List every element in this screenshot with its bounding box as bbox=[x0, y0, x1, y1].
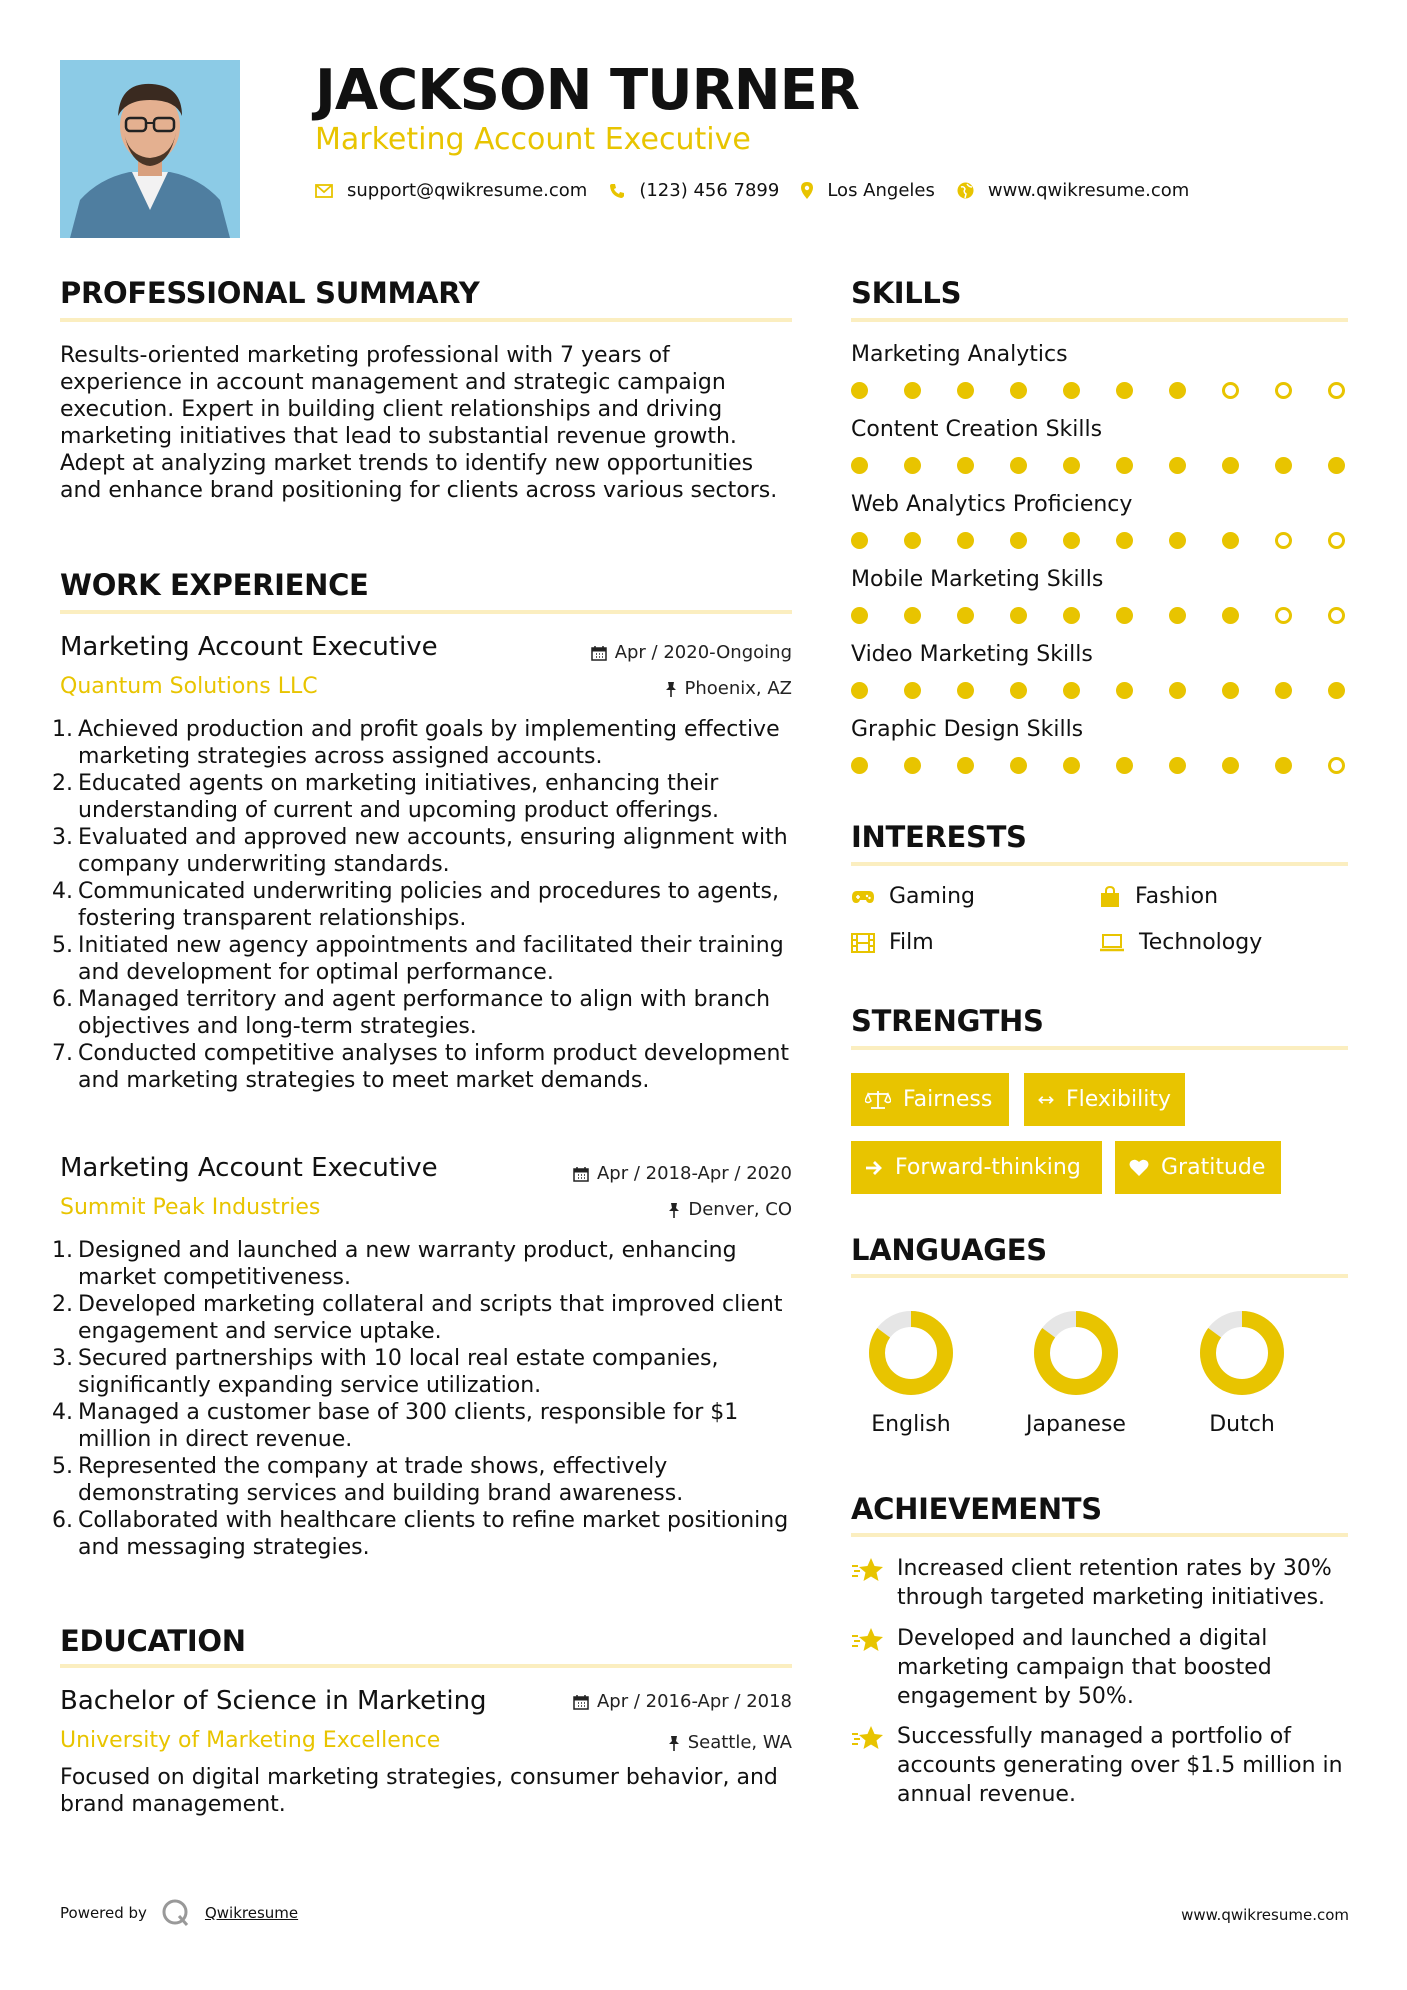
qwikresume-link[interactable]: Qwikresume bbox=[204, 1904, 299, 1922]
rating-dot-filled bbox=[1328, 457, 1345, 474]
rating-dot-filled bbox=[1116, 382, 1133, 399]
rating-dot-filled bbox=[904, 682, 921, 699]
rating-dot-filled bbox=[1169, 382, 1186, 399]
email-text: support@qwikresume.com bbox=[347, 180, 588, 201]
bullet-number: 1. bbox=[52, 1238, 73, 1263]
achievement-text: Developed and launched a digital marketing campaign that boosted engagement by 50%. bbox=[897, 1626, 1272, 1709]
pushpin-icon bbox=[668, 1735, 680, 1751]
map-marker-icon bbox=[801, 182, 813, 199]
contact-phone[interactable] bbox=[609, 180, 779, 201]
bullet-text: Secured partnerships with 10 local real estate companies, significantly expanding service utilization. bbox=[78, 1346, 719, 1398]
qwikresume-logo-icon bbox=[161, 1898, 191, 1928]
job-2-title: Marketing Account Executive bbox=[60, 1153, 438, 1183]
education-dates bbox=[573, 1691, 792, 1712]
rating-dot-filled bbox=[1010, 382, 1027, 399]
interest-label: Technology bbox=[1139, 930, 1263, 955]
list-item bbox=[52, 986, 792, 1040]
education-divider bbox=[60, 1664, 792, 1668]
footer-website[interactable]: www.qwikresume.com bbox=[1181, 1906, 1349, 1924]
rating-dot-filled bbox=[1063, 757, 1080, 774]
interest-film bbox=[851, 930, 934, 955]
language-japanese bbox=[1006, 1308, 1146, 1437]
list-item bbox=[52, 824, 792, 878]
experience-heading: WORK EXPERIENCE bbox=[60, 568, 369, 602]
rating-dot-filled bbox=[957, 382, 974, 399]
candidate-name: JACKSON TURNER bbox=[315, 58, 860, 123]
phone-icon bbox=[609, 183, 625, 199]
bullet-text: Managed a customer base of 300 clients, responsible for $1 million in direct revenue. bbox=[78, 1400, 739, 1452]
achievement-3 bbox=[851, 1722, 1351, 1809]
rating-dot-filled bbox=[1169, 607, 1186, 624]
rating-dot-filled bbox=[957, 682, 974, 699]
job-2-bullets bbox=[52, 1237, 792, 1561]
laptop-icon bbox=[1099, 934, 1125, 952]
languages-heading: LANGUAGES bbox=[851, 1233, 1047, 1267]
job-1-bullets bbox=[52, 716, 792, 1094]
bullet-number: 3. bbox=[52, 1346, 73, 1371]
rating-dot-empty bbox=[1275, 607, 1292, 624]
rating-dot-empty bbox=[1328, 757, 1345, 774]
education-school: University of Marketing Excellence bbox=[60, 1728, 441, 1753]
bullet-number: 4. bbox=[52, 879, 73, 904]
rating-dot-filled bbox=[957, 757, 974, 774]
star-icon bbox=[851, 1724, 885, 1752]
skill-1-rating bbox=[851, 382, 1381, 399]
contact-website[interactable] bbox=[957, 180, 1189, 201]
rating-dot-filled bbox=[904, 532, 921, 549]
rating-dot-filled bbox=[1063, 532, 1080, 549]
rating-dot-filled bbox=[851, 457, 868, 474]
rating-dot-filled bbox=[904, 382, 921, 399]
strength-tag-fairness bbox=[851, 1073, 1009, 1126]
bullet-text: Achieved production and profit goals by implementing effective marketing strategies across assigned accounts. bbox=[78, 717, 780, 769]
interest-label: Film bbox=[889, 930, 934, 955]
strength-label: Gratitude bbox=[1161, 1155, 1266, 1180]
rating-dot-filled bbox=[1010, 757, 1027, 774]
bullet-text: Developed marketing collateral and scripts that improved client engagement and service uptake. bbox=[78, 1292, 783, 1344]
skill-2-rating bbox=[851, 457, 1381, 474]
list-item bbox=[52, 1237, 792, 1291]
job-1-dates-text: Apr / 2020-Ongoing bbox=[614, 642, 792, 663]
achievement-text: Successfully managed a portfolio of accounts generating over $1.5 million in annual revenue. bbox=[897, 1724, 1343, 1807]
rating-dot-filled bbox=[1275, 682, 1292, 699]
job-1-dates bbox=[591, 642, 792, 663]
job-2-dates-text: Apr / 2018-Apr / 2020 bbox=[596, 1163, 792, 1184]
rating-dot-filled bbox=[1169, 457, 1186, 474]
skill-3-rating bbox=[851, 532, 1381, 549]
rating-dot-filled bbox=[1275, 457, 1292, 474]
skill-2-name: Content Creation Skills bbox=[851, 417, 1103, 442]
rating-dot-filled bbox=[1222, 607, 1239, 624]
bullet-text: Designed and launched a new warranty product, enhancing market competitiveness. bbox=[78, 1238, 737, 1290]
candidate-title: Marketing Account Executive bbox=[315, 122, 751, 157]
skill-5-rating bbox=[851, 682, 1381, 699]
interests-heading: INTERESTS bbox=[851, 820, 1027, 854]
education-heading: EDUCATION bbox=[60, 1624, 246, 1658]
skill-6-name: Graphic Design Skills bbox=[851, 717, 1084, 742]
rating-dot-filled bbox=[904, 757, 921, 774]
arrow-right-icon bbox=[865, 1160, 883, 1176]
education-description: Focused on digital marketing strategies, consumer behavior, and brand management. bbox=[60, 1765, 778, 1817]
rating-dot-empty bbox=[1275, 532, 1292, 549]
rating-dot-filled bbox=[1116, 532, 1133, 549]
powered-by-label: Powered by bbox=[60, 1904, 147, 1922]
rating-dot-filled bbox=[1010, 457, 1027, 474]
bullet-text: Managed territory and agent performance to align with branch objectives and long-term strategies. bbox=[78, 987, 771, 1039]
list-item bbox=[52, 932, 792, 986]
bullet-number: 7. bbox=[52, 1041, 73, 1066]
bullet-text: Collaborated with healthcare clients to refine market positioning and messaging strategies. bbox=[78, 1508, 789, 1560]
skill-6-rating bbox=[851, 757, 1381, 774]
rating-dot-filled bbox=[1116, 757, 1133, 774]
experience-divider bbox=[60, 610, 792, 614]
interest-label: Gaming bbox=[889, 884, 975, 909]
rating-dot-filled bbox=[957, 457, 974, 474]
language-label: Dutch bbox=[1209, 1412, 1275, 1437]
heart-icon bbox=[1129, 1159, 1149, 1177]
balance-scale-icon bbox=[865, 1090, 891, 1110]
strength-tag-flexibility bbox=[1024, 1073, 1185, 1126]
rating-dot-filled bbox=[957, 607, 974, 624]
job-1-location bbox=[665, 678, 793, 699]
rating-dot-filled bbox=[851, 607, 868, 624]
education-dates-text: Apr / 2016-Apr / 2018 bbox=[596, 1691, 792, 1712]
bullet-number: 2. bbox=[52, 771, 73, 796]
skill-1-name: Marketing Analytics bbox=[851, 342, 1068, 367]
calendar-icon bbox=[573, 1694, 589, 1710]
interest-label: Fashion bbox=[1135, 884, 1219, 909]
achievement-text: Increased client retention rates by 30% through targeted marketing initiatives. bbox=[897, 1556, 1332, 1610]
film-icon bbox=[851, 933, 875, 953]
rating-dot-filled bbox=[851, 382, 868, 399]
strength-label: Flexibility bbox=[1066, 1087, 1171, 1112]
strength-tag-gratitude bbox=[1115, 1141, 1281, 1194]
profile-photo bbox=[60, 60, 240, 238]
education-location-text: Seattle, WA bbox=[687, 1732, 792, 1753]
rating-dot-filled bbox=[1222, 757, 1239, 774]
rating-dot-empty bbox=[1222, 382, 1239, 399]
shopping-bag-icon bbox=[1099, 886, 1121, 908]
rating-dot-filled bbox=[1116, 682, 1133, 699]
rating-dot-filled bbox=[1010, 607, 1027, 624]
rating-dot-filled bbox=[1222, 457, 1239, 474]
achievements-divider bbox=[851, 1533, 1348, 1537]
strength-label: Fairness bbox=[903, 1087, 993, 1112]
rating-dot-filled bbox=[1063, 682, 1080, 699]
languages-divider bbox=[851, 1274, 1348, 1278]
education-location bbox=[668, 1732, 792, 1753]
contact-location bbox=[801, 180, 935, 201]
globe-icon bbox=[957, 182, 974, 199]
bullet-number: 5. bbox=[52, 1454, 73, 1479]
rating-dot-filled bbox=[1010, 532, 1027, 549]
rating-dot-empty bbox=[1328, 532, 1345, 549]
job-1-title: Marketing Account Executive bbox=[60, 632, 438, 662]
interest-technology bbox=[1099, 930, 1262, 955]
japanese-proficiency-ring bbox=[1031, 1308, 1121, 1398]
rating-dot-filled bbox=[1010, 682, 1027, 699]
list-item bbox=[52, 1345, 792, 1399]
rating-dot-filled bbox=[1116, 607, 1133, 624]
list-item bbox=[52, 770, 792, 824]
rating-dot-empty bbox=[1328, 382, 1345, 399]
achievements-heading: ACHIEVEMENTS bbox=[851, 1492, 1102, 1526]
rating-dot-filled bbox=[1169, 532, 1186, 549]
bullet-text: Evaluated and approved new accounts, ensuring alignment with company underwriting standards. bbox=[78, 825, 788, 877]
rating-dot-empty bbox=[1275, 382, 1292, 399]
list-item bbox=[52, 1399, 792, 1453]
skill-4-rating bbox=[851, 607, 1381, 624]
bullet-text: Educated agents on marketing initiatives, enhancing their understanding of current and upcoming product offerings. bbox=[78, 771, 720, 823]
bullet-text: Conducted competitive analyses to inform product development and marketing strategies to meet market demands. bbox=[78, 1041, 790, 1093]
rating-dot-filled bbox=[957, 532, 974, 549]
summary-divider bbox=[60, 318, 792, 322]
bullet-number: 3. bbox=[52, 825, 73, 850]
phone-text: (123) 456 7899 bbox=[639, 180, 780, 201]
calendar-icon bbox=[573, 1166, 589, 1182]
list-item bbox=[52, 878, 792, 932]
rating-dot-filled bbox=[1116, 457, 1133, 474]
skill-4-name: Mobile Marketing Skills bbox=[851, 567, 1104, 592]
bullet-number: 6. bbox=[52, 1508, 73, 1533]
bullet-text: Represented the company at trade shows, effectively demonstrating services and building brand awareness. bbox=[78, 1454, 684, 1506]
language-label: Japanese bbox=[1026, 1412, 1126, 1437]
list-item bbox=[52, 1040, 792, 1094]
rating-dot-filled bbox=[1222, 532, 1239, 549]
footer-powered-by bbox=[60, 1898, 298, 1928]
job-1-company: Quantum Solutions LLC bbox=[60, 674, 318, 699]
education-degree: Bachelor of Science in Marketing bbox=[60, 1686, 487, 1716]
contact-email[interactable] bbox=[315, 180, 587, 201]
skill-3-name: Web Analytics Proficiency bbox=[851, 492, 1133, 517]
interests-divider bbox=[851, 862, 1348, 866]
achievement-2 bbox=[851, 1624, 1351, 1711]
strengths-heading: STRENGTHS bbox=[851, 1004, 1044, 1038]
location-text: Los Angeles bbox=[827, 180, 935, 201]
bullet-text: Communicated underwriting policies and procedures to agents, fostering transparent relationships. bbox=[78, 879, 779, 931]
language-label: English bbox=[871, 1412, 951, 1437]
language-dutch bbox=[1172, 1308, 1312, 1437]
contact-bar bbox=[315, 180, 1211, 201]
dutch-proficiency-ring bbox=[1197, 1308, 1287, 1398]
rating-dot-filled bbox=[851, 532, 868, 549]
star-icon bbox=[851, 1556, 885, 1584]
rating-dot-filled bbox=[1063, 457, 1080, 474]
summary-text: Results-oriented marketing professional with 7 years of experience in account management and strategic campaign execution. Expert in building client relationships and driving marketing initiatives that lead to substantial revenue growth. Adept at analyzing market trends to identify new opportunities and enhance brand positioning for clients across various sectors. bbox=[60, 343, 778, 503]
interest-gaming bbox=[851, 884, 975, 909]
rating-dot-filled bbox=[851, 682, 868, 699]
list-item bbox=[52, 1453, 792, 1507]
bullet-number: 4. bbox=[52, 1400, 73, 1425]
rating-dot-filled bbox=[1222, 682, 1239, 699]
interest-fashion bbox=[1099, 884, 1218, 909]
star-icon bbox=[851, 1626, 885, 1654]
gamepad-icon bbox=[851, 889, 875, 905]
strength-tag-forward-thinking bbox=[851, 1141, 1102, 1194]
english-proficiency-ring bbox=[866, 1308, 956, 1398]
pushpin-icon bbox=[668, 1202, 680, 1218]
skills-heading: SKILLS bbox=[851, 276, 962, 310]
strength-label: Forward-thinking bbox=[895, 1155, 1081, 1180]
list-item bbox=[52, 1507, 792, 1561]
rating-dot-filled bbox=[1169, 682, 1186, 699]
achievement-1 bbox=[851, 1554, 1351, 1612]
rating-dot-empty bbox=[1328, 607, 1345, 624]
skill-5-name: Video Marketing Skills bbox=[851, 642, 1093, 667]
skills-divider bbox=[851, 318, 1348, 322]
list-item bbox=[52, 1291, 792, 1345]
rating-dot-filled bbox=[1063, 607, 1080, 624]
rating-dot-filled bbox=[1328, 682, 1345, 699]
rating-dot-filled bbox=[1169, 757, 1186, 774]
rating-dot-filled bbox=[851, 757, 868, 774]
job-1-location-text: Phoenix, AZ bbox=[684, 678, 792, 699]
envelope-icon bbox=[315, 184, 333, 198]
arrows-horizontal-icon bbox=[1038, 1093, 1054, 1107]
rating-dot-filled bbox=[904, 457, 921, 474]
bullet-number: 5. bbox=[52, 933, 73, 958]
list-item bbox=[52, 716, 792, 770]
rating-dot-filled bbox=[1063, 382, 1080, 399]
language-english bbox=[841, 1308, 981, 1437]
bullet-number: 1. bbox=[52, 717, 73, 742]
rating-dot-filled bbox=[1275, 757, 1292, 774]
calendar-icon bbox=[591, 645, 607, 661]
strengths-divider bbox=[851, 1046, 1348, 1050]
job-2-dates bbox=[573, 1163, 792, 1184]
rating-dot-filled bbox=[904, 607, 921, 624]
pushpin-icon bbox=[665, 681, 677, 697]
bullet-text: Initiated new agency appointments and facilitated their training and development for optimal performance. bbox=[78, 933, 784, 985]
bullet-number: 2. bbox=[52, 1292, 73, 1317]
job-2-company: Summit Peak Industries bbox=[60, 1195, 321, 1220]
website-text: www.qwikresume.com bbox=[987, 180, 1190, 201]
bullet-number: 6. bbox=[52, 987, 73, 1012]
summary-heading: PROFESSIONAL SUMMARY bbox=[60, 276, 480, 310]
job-2-location-text: Denver, CO bbox=[688, 1199, 792, 1220]
job-2-location bbox=[668, 1199, 792, 1220]
